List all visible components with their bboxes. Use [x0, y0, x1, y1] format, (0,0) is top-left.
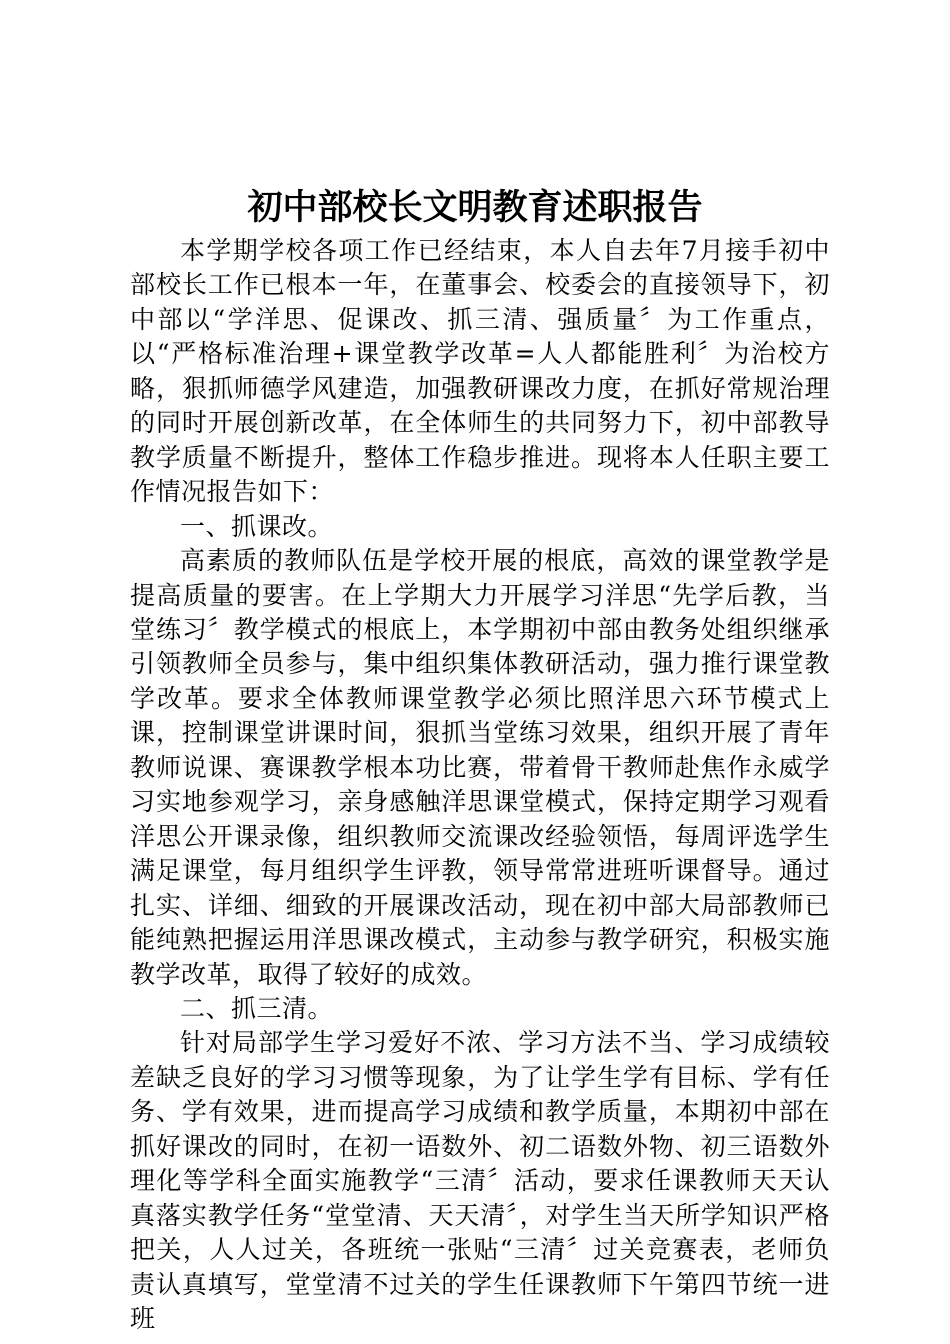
document-title: 初中部校长文明教育述职报告 [247, 187, 703, 228]
paragraph-intro: 本学期学校各项工作已经结束，本人自去年7月接手初中部校长工作已根本一年，在董事会、校委会的直接领导下，初中部以“学洋思、促课改、抓三清、强质量〞为工作重点，以“严格标准治理+课堂教学改革=人人都能胜利〞为治校方略，狠抓师德学风建造，加强教研课改力度，在抓好常规治理的同时开展创新改革，在全体师生的共同努力下，初中部教导教学质量不断提升，整体工作稳步推进。现将本人任职主要工作情况报告如下： [130, 236, 830, 507]
section-heading-2: 二、抓三清。 [180, 993, 334, 1023]
document-body [130, 234, 830, 1337]
paragraph-section-1: 高素质的教师队伍是学校开展的根底，高效的课堂教学是提高质量的要害。在上学期大力开展学习洋思“先学后教，当堂练习〞教学模式的根底上，本学期初中部由教务处组织继承引领教师全员参与，集中组织集体教研活动，强力推行课堂教学改革。要求全体教师课堂教学必须比照洋思六环节模式上课，控制课堂讲课时间，狠抓当堂练习效果，组织开展了青年教师说课、赛课教学根本功比赛，带着骨干教师赴焦作永威学习实地参观学习，亲身感触洋思课堂模式，保持定期学习观看洋思公开课录像，组织教师交流课改经验领悟，每周评选学生满足课堂，每月组织学生评教，领导常常进班听课督导。通过扎实、详细、细致的开展课改活动，现在初中部大局部教师已能纯熟把握运用洋思课改模式，主动参与教学研究，积极实施教学改革，取得了较好的成效。 [130, 546, 830, 989]
paragraph-section-2: 针对局部学生学习爱好不浓、学习方法不当、学习成绩较差缺乏良好的学习习惯等现象，为了让学生学有目标、学有任务、学有效果，进而提高学习成绩和教学质量，本期初中部在抓好课改的同时，在初一语数外、初二语数外物、初三语数外理化等学科全面实施教学“三清〞活动，要求任课教师天天认真落实教学任务“堂堂清、天天清〞，对学生当天所学知识严格把关，人人过关，各班统一张贴“三清〞过关竞赛表，老师负责认真填写，堂堂清不过关的学生任课教师下午第四节统一进班 [130, 1028, 830, 1334]
section-heading-1: 一、抓课改。 [180, 511, 334, 541]
